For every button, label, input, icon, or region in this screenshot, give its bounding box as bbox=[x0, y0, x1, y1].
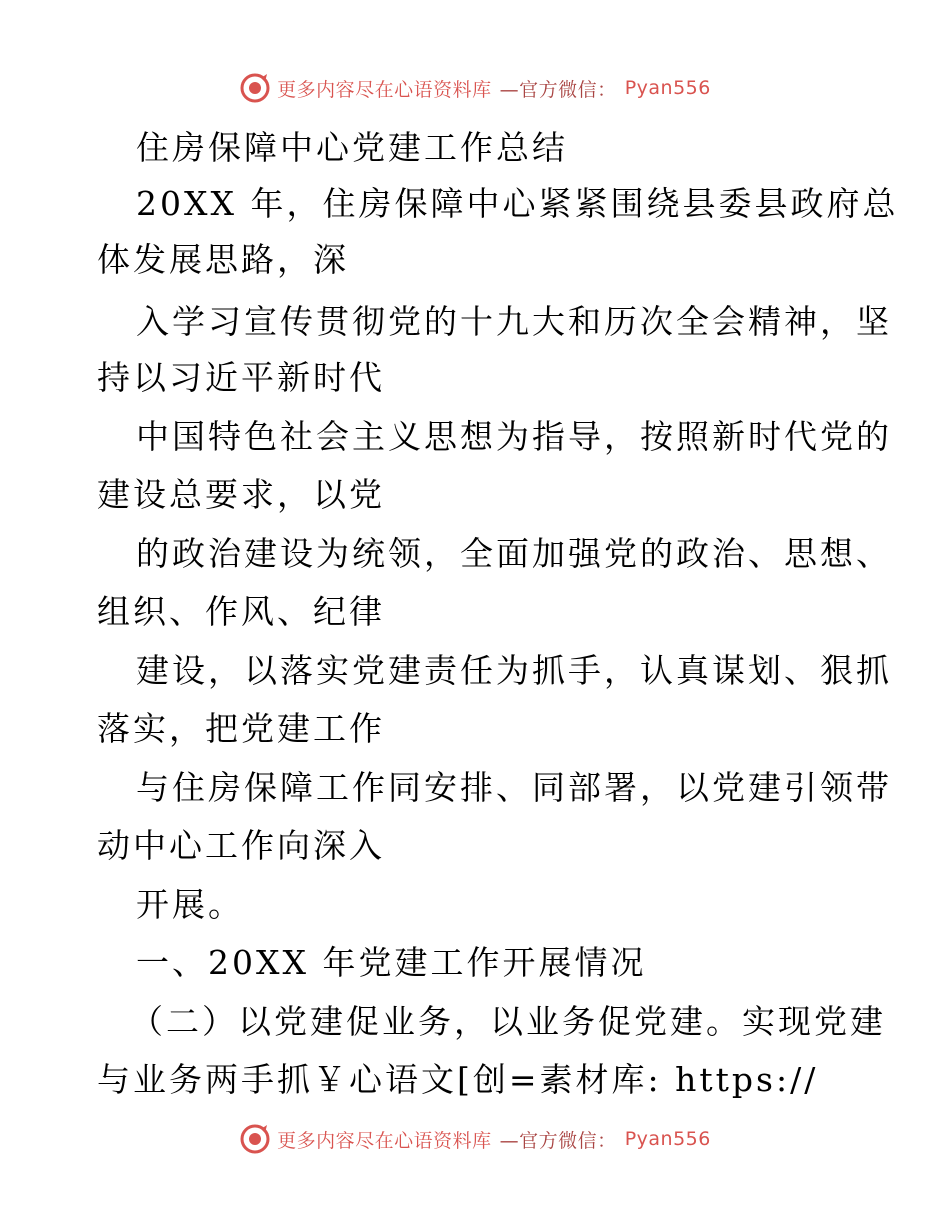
paragraph-line: （二）以党建促业务，以业务促党建。实现党建 bbox=[130, 1002, 886, 1041]
watermark-text: 更多内容尽在心语资料库 bbox=[277, 78, 492, 101]
section-heading: 一、20XX 年党建工作开展情况 bbox=[136, 943, 647, 982]
paragraph-line: 的政治建设为统领，全面加强党的政治、思想、 bbox=[136, 534, 892, 573]
paragraph-line: 持以习近平新时代 bbox=[97, 358, 385, 397]
watermark-logo-icon bbox=[239, 72, 271, 104]
paragraph-line: 20XX 年，住房保障中心紧紧围绕县委县政府总 bbox=[136, 184, 899, 223]
paragraph-line: 与住房保障工作同安排、同部署，以党建引领带 bbox=[136, 768, 892, 807]
document-title: 住房保障中心党建工作总结 bbox=[136, 128, 568, 167]
watermark-handle: Pyan556 bbox=[624, 1128, 711, 1150]
paragraph-line: 入学习宣传贯彻党的十九大和历次全会精神，坚 bbox=[136, 302, 892, 341]
footer-watermark bbox=[0, 1123, 950, 1155]
watermark-dash-text: —官方微信： bbox=[499, 1129, 617, 1152]
watermark-handle: Pyan556 bbox=[624, 77, 711, 99]
paragraph-line: 开展。 bbox=[136, 885, 244, 924]
watermark-logo-icon bbox=[239, 1123, 271, 1155]
watermark-text: 更多内容尽在心语资料库 bbox=[277, 1129, 492, 1152]
watermark-dash-text: —官方微信： bbox=[499, 78, 617, 101]
paragraph-line: 建设，以落实党建责任为抓手，认真谋划、狠抓 bbox=[136, 651, 892, 690]
header-watermark bbox=[0, 72, 950, 104]
paragraph-line: 组织、作风、纪律 bbox=[97, 592, 385, 631]
paragraph-line: 建设总要求，以党 bbox=[97, 475, 385, 514]
paragraph-line: 与业务两手抓￥心语文[创=素材库: https:// bbox=[97, 1060, 819, 1099]
paragraph-line: 落实，把党建工作 bbox=[97, 709, 385, 748]
paragraph-line: 动中心工作向深入 bbox=[97, 826, 385, 865]
paragraph-line: 中国特色社会主义思想为指导，按照新时代党的 bbox=[136, 417, 892, 456]
paragraph-line: 体发展思路，深 bbox=[97, 240, 349, 279]
